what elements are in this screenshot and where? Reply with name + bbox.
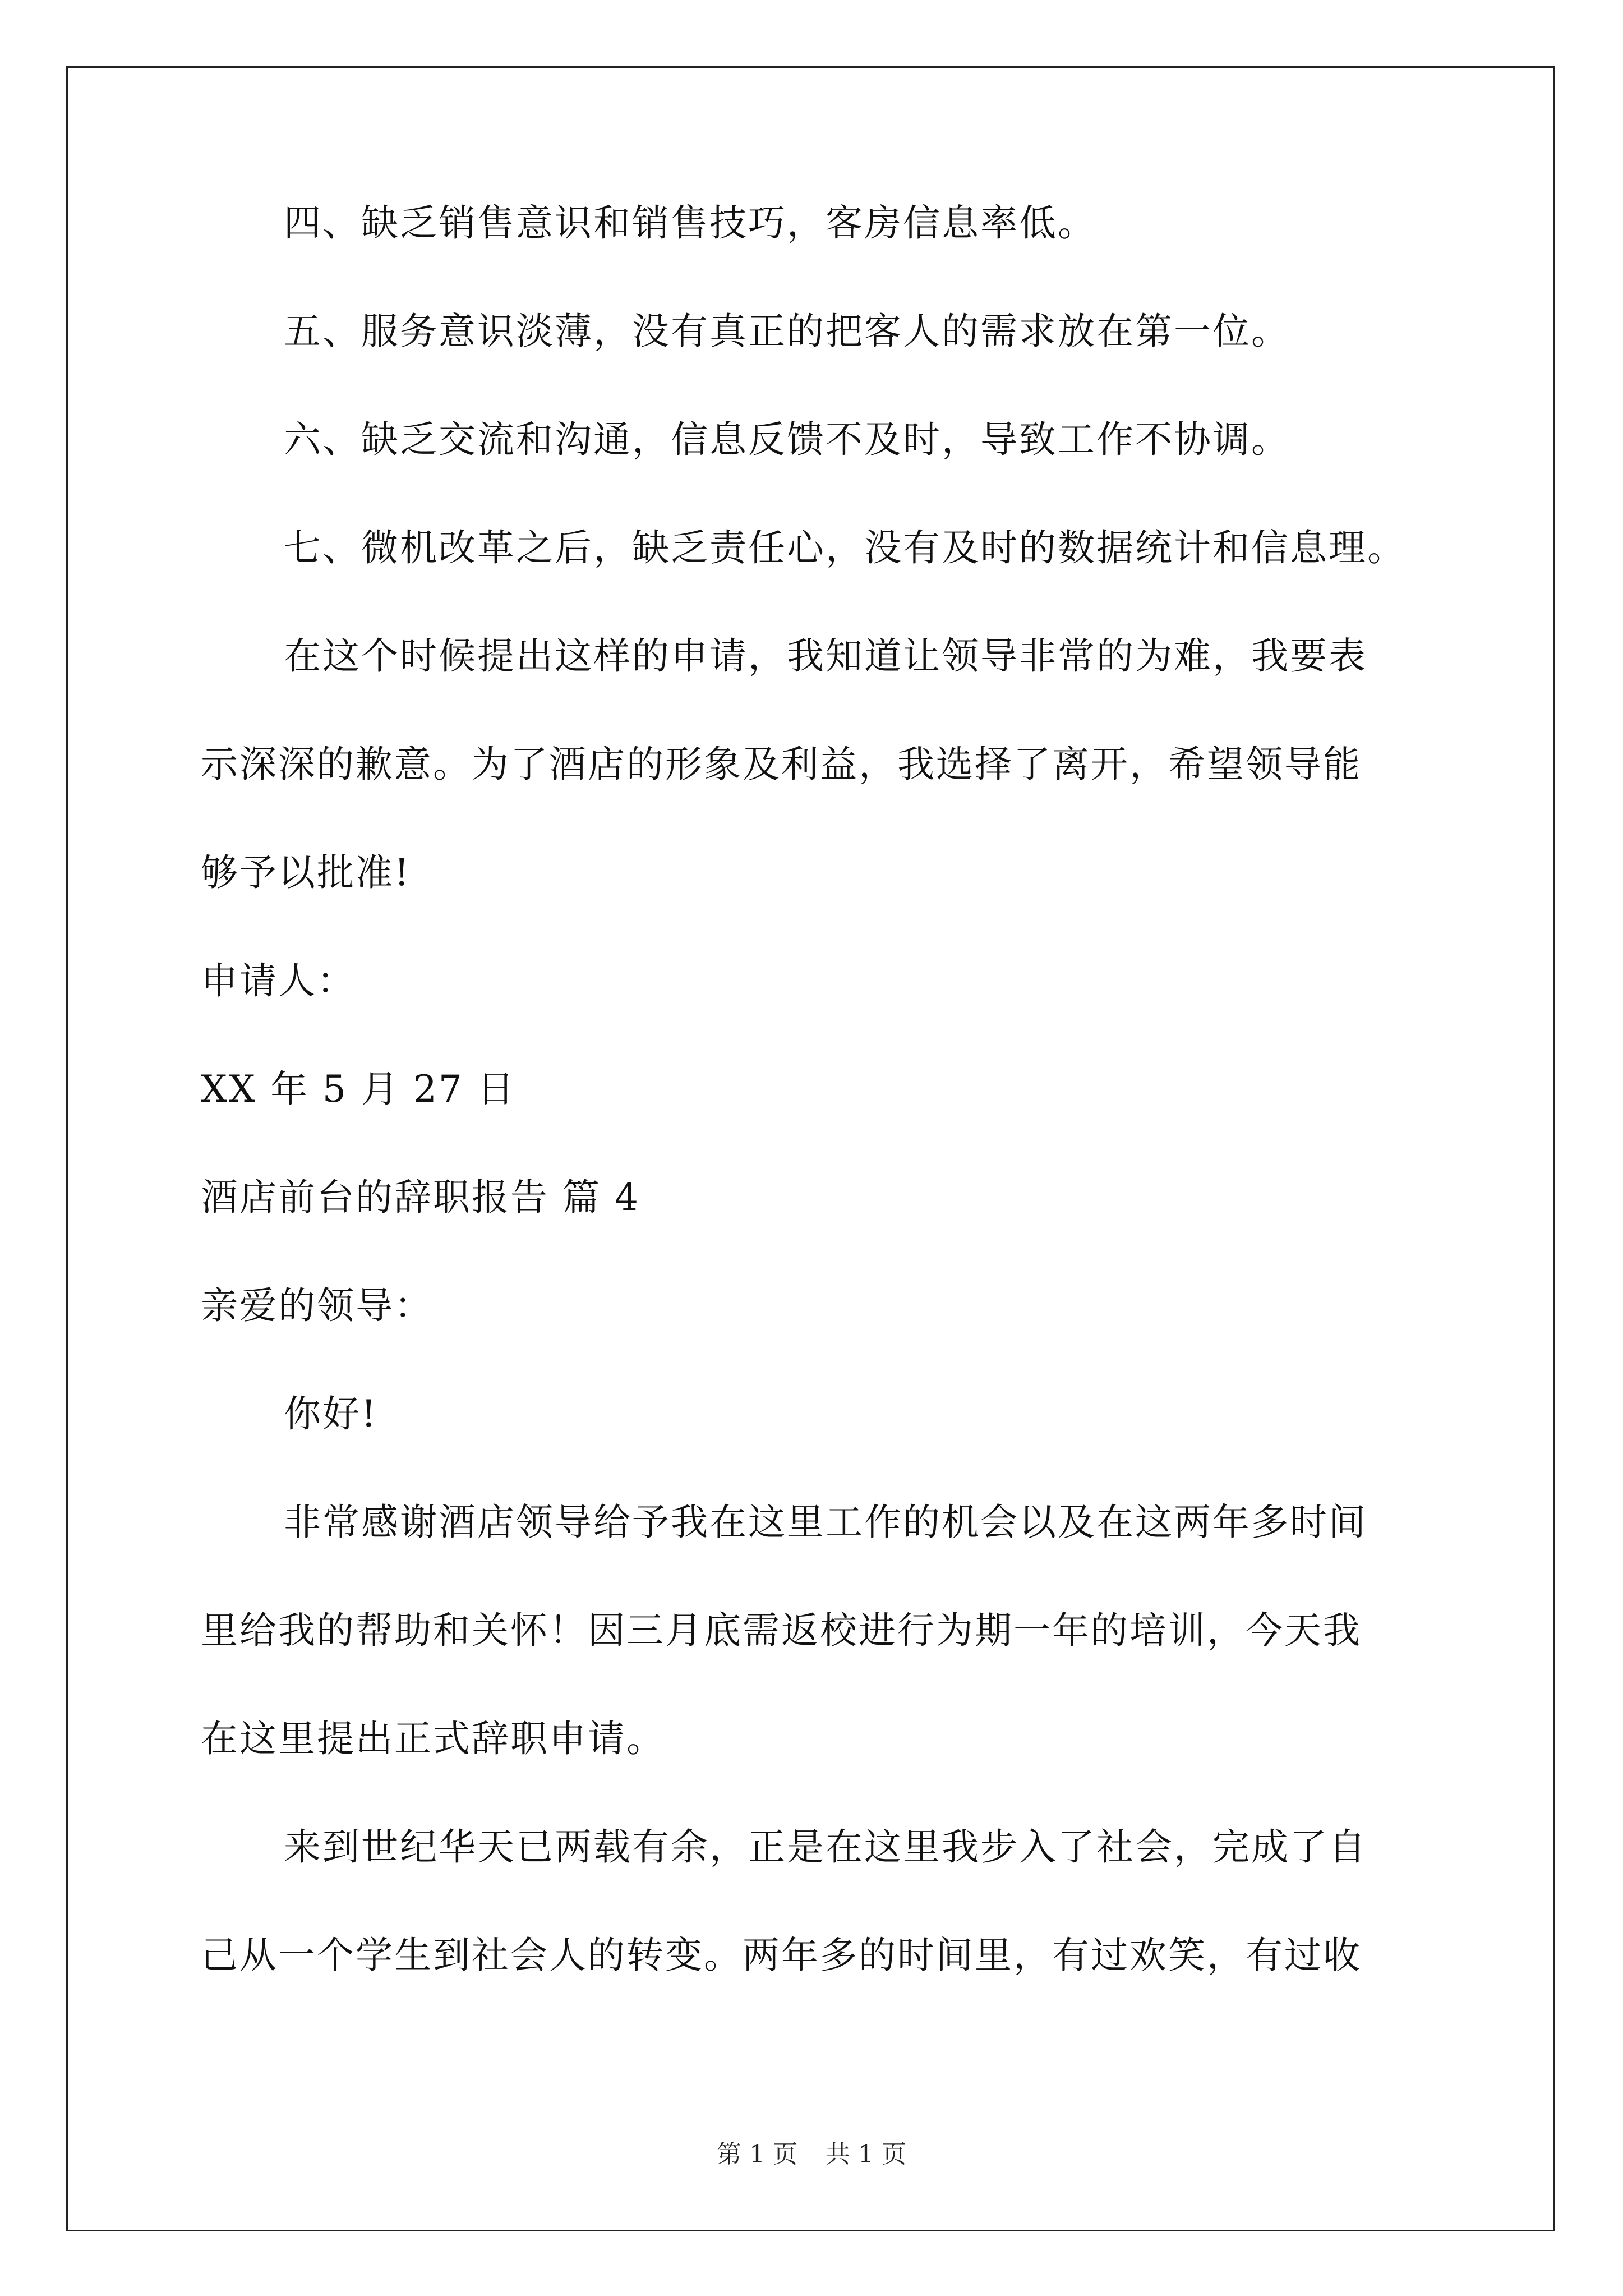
paragraph-line: 四、缺乏销售意识和销售技巧，客房信息率低。 (284, 201, 1096, 245)
page-number: 第 1 页 (717, 2140, 797, 2169)
paragraph-line: 六、缺乏交流和沟通，信息反馈不及时，导致工作不协调。 (284, 418, 1290, 461)
paragraph-line: 在这里提出正式辞职申请。 (201, 1717, 665, 1760)
paragraph-line: 够予以批准! (201, 851, 411, 894)
applicant-label: 申请人： (201, 959, 356, 1002)
paragraph-line: 五、服务意识淡薄，没有真正的把客人的需求放在第一位。 (284, 310, 1290, 353)
page-total: 共 1 页 (826, 2140, 906, 2169)
paragraph-line: 己从一个学生到社会人的转变。两年多的时间里，有过欢笑，有过收 (201, 1934, 1362, 1977)
section-title: 酒店前台的辞职报告 篇 4 (201, 1176, 640, 1219)
paragraph-line: 在这个时候提出这样的申请，我知道让领导非常的为难，我要表 (284, 634, 1367, 678)
document-body (201, 201, 1440, 2045)
salutation: 亲爱的领导： (201, 1284, 433, 1327)
date-line: XX 年 5 月 27 日 (201, 1068, 516, 1111)
page-footer (0, 2134, 1623, 2170)
paragraph-line: 示深深的歉意。为了酒店的形象及利益，我选择了离开，希望领导能 (201, 743, 1362, 786)
paragraph-line: 来到世纪华天已两载有余，正是在这里我步入了社会，完成了自 (284, 1825, 1367, 1869)
paragraph-line: 里给我的帮助和关怀！因三月底需返校进行为期一年的培训，今天我 (201, 1609, 1362, 1652)
greeting: 你好! (284, 1392, 378, 1435)
paragraph-line: 非常感谢酒店领导给予我在这里工作的机会以及在这两年多时间 (284, 1501, 1367, 1544)
paragraph-line: 七、微机改革之后，缺乏责任心，没有及时的数据统计和信息理。 (284, 526, 1406, 569)
